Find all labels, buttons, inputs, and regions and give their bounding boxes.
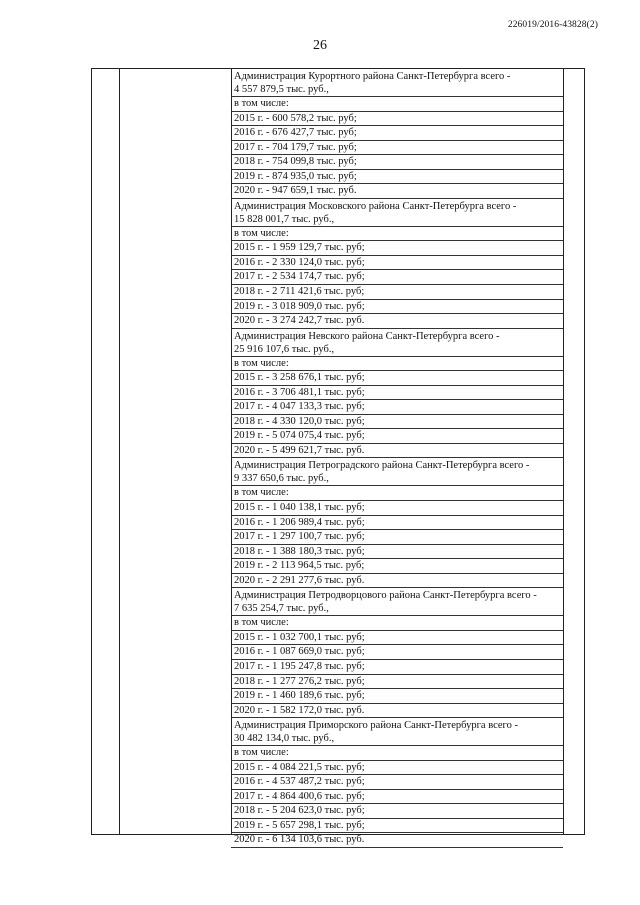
year-amount-row: 2015 г. - 4 084 221,5 тыс. руб; bbox=[231, 761, 563, 776]
section-title: Администрация Невского района Санкт-Петербурга всего - bbox=[234, 330, 500, 342]
year-amount-row: 2018 г. - 5 204 623,0 тыс. руб; bbox=[231, 804, 563, 819]
year-amount-row: 2019 г. - 3 018 909,0 тыс. руб; bbox=[231, 300, 563, 315]
year-amount-row: 2015 г. - 3 258 676,1 тыс. руб; bbox=[231, 371, 563, 386]
including-label: в том числе: bbox=[231, 746, 563, 761]
section-title: Администрация Приморского района Санкт-Петербурга всего - bbox=[234, 720, 518, 732]
year-amount-row: 2016 г. - 676 427,7 тыс. руб; bbox=[231, 126, 563, 141]
section-total: 30 482 134,0 тыс. руб., bbox=[234, 733, 335, 745]
year-amount-row: 2019 г. - 2 113 964,5 тыс. руб; bbox=[231, 559, 563, 574]
year-amount-row: 2015 г. - 1 959 129,7 тыс. руб; bbox=[231, 241, 563, 256]
year-amount-row: 2020 г. - 3 274 242,7 тыс. руб. bbox=[231, 314, 563, 329]
year-amount-row: 2020 г. - 947 659,1 тыс. руб. bbox=[231, 184, 563, 199]
year-amount-row: 2015 г. - 600 578,2 тыс. руб; bbox=[231, 112, 563, 127]
section-header bbox=[231, 199, 563, 227]
year-amount-row: 2017 г. - 1 195 247,8 тыс. руб; bbox=[231, 660, 563, 675]
column-divider bbox=[119, 69, 120, 834]
year-amount-row: 2018 г. - 1 388 180,3 тыс. руб; bbox=[231, 545, 563, 560]
year-amount-row: 2019 г. - 874 935,0 тыс. руб; bbox=[231, 170, 563, 185]
table-rows bbox=[231, 69, 563, 848]
column-divider bbox=[563, 69, 564, 834]
year-amount-row: 2018 г. - 1 277 276,2 тыс. руб; bbox=[231, 675, 563, 690]
section-total: 4 557 879,5 тыс. руб., bbox=[234, 84, 329, 95]
page-number: 26 bbox=[313, 38, 327, 53]
year-amount-row: 2016 г. - 1 206 989,4 тыс. руб; bbox=[231, 516, 563, 531]
including-label: в том числе: bbox=[231, 357, 563, 372]
document-id: 226019/2016-43828(2) bbox=[507, 20, 598, 30]
section-title: Администрация Петроградского района Санкт-Петербурга всего - bbox=[234, 460, 530, 472]
year-amount-row: 2020 г. - 6 134 103,6 тыс. руб. bbox=[231, 833, 563, 848]
year-amount-row: 2016 г. - 1 087 669,0 тыс. руб; bbox=[231, 645, 563, 660]
including-label: в том числе: bbox=[231, 486, 563, 501]
year-amount-row: 2020 г. - 2 291 277,6 тыс. руб. bbox=[231, 574, 563, 589]
year-amount-row: 2017 г. - 704 179,7 тыс. руб; bbox=[231, 141, 563, 156]
budget-table bbox=[91, 68, 585, 846]
section-header bbox=[231, 718, 563, 746]
including-label: в том числе: bbox=[231, 616, 563, 631]
year-amount-row: 2018 г. - 754 099,8 тыс. руб; bbox=[231, 155, 563, 170]
year-amount-row: 2018 г. - 2 711 421,6 тыс. руб; bbox=[231, 285, 563, 300]
year-amount-row: 2016 г. - 3 706 481,1 тыс. руб; bbox=[231, 386, 563, 401]
section-header bbox=[231, 458, 563, 486]
section-total: 15 828 001,7 тыс. руб., bbox=[234, 213, 335, 225]
section-header bbox=[231, 69, 563, 97]
year-amount-row: 2017 г. - 1 297 100,7 тыс. руб; bbox=[231, 530, 563, 545]
section-total: 25 916 107,6 тыс. руб., bbox=[234, 343, 335, 355]
section-total: 7 635 254,7 тыс. руб., bbox=[234, 603, 329, 615]
year-amount-row: 2015 г. - 1 032 700,1 тыс. руб; bbox=[231, 631, 563, 646]
section-title: Администрация Курортного района Санкт-Петербурга всего - bbox=[234, 71, 511, 82]
year-amount-row: 2016 г. - 4 537 487,2 тыс. руб; bbox=[231, 775, 563, 790]
year-amount-row: 2017 г. - 2 534 174,7 тыс. руб; bbox=[231, 270, 563, 285]
year-amount-row: 2017 г. - 4 047 133,3 тыс. руб; bbox=[231, 400, 563, 415]
section-header bbox=[231, 329, 563, 357]
year-amount-row: 2019 г. - 1 460 189,6 тыс. руб; bbox=[231, 689, 563, 704]
year-amount-row: 2019 г. - 5 074 075,4 тыс. руб; bbox=[231, 429, 563, 444]
year-amount-row: 2018 г. - 4 330 120,0 тыс. руб; bbox=[231, 415, 563, 430]
year-amount-row: 2020 г. - 5 499 621,7 тыс. руб. bbox=[231, 444, 563, 459]
year-amount-row: 2020 г. - 1 582 172,0 тыс. руб. bbox=[231, 704, 563, 719]
section-header bbox=[231, 588, 563, 616]
including-label: в том числе: bbox=[231, 227, 563, 242]
including-label: в том числе: bbox=[231, 97, 563, 112]
year-amount-row: 2017 г. - 4 864 400,6 тыс. руб; bbox=[231, 790, 563, 805]
section-title: Администрация Московского района Санкт-Петербурга всего - bbox=[234, 200, 517, 212]
year-amount-row: 2019 г. - 5 657 298,1 тыс. руб; bbox=[231, 819, 563, 834]
section-title: Администрация Петродворцового района Санкт-Петербурга всего - bbox=[234, 590, 537, 602]
year-amount-row: 2016 г. - 2 330 124,0 тыс. руб; bbox=[231, 256, 563, 271]
year-amount-row: 2015 г. - 1 040 138,1 тыс. руб; bbox=[231, 501, 563, 516]
section-total: 9 337 650,6 тыс. руб., bbox=[234, 473, 329, 485]
